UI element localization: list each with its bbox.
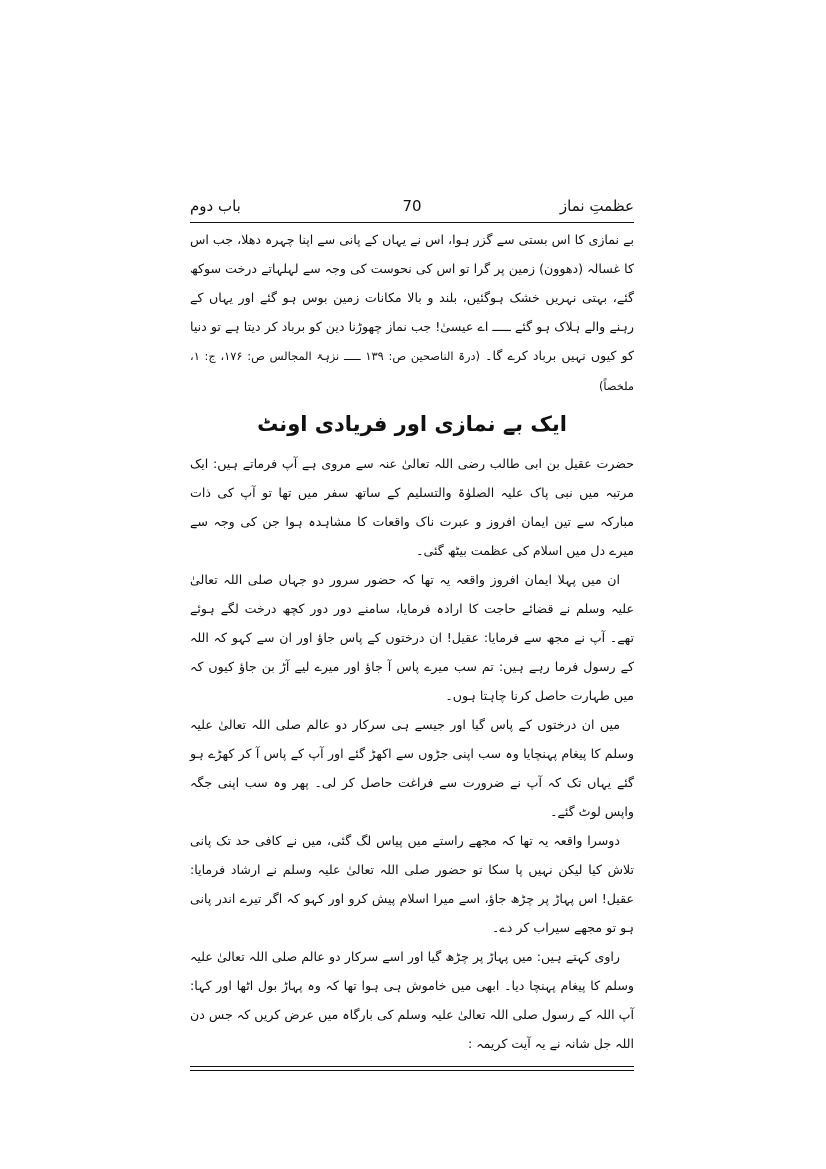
page-body <box>190 225 634 1058</box>
running-header <box>190 196 634 220</box>
intro-paragraph <box>190 225 634 401</box>
paragraph: راوی کہتے ہیں: میں پہاڑ پر چڑھ گیا اور اسے سرکار دو عالم صلی اللہ تعالیٰ علیہ وسلم کا پیغام پہنچا دیا۔ ابھی میں خاموش ہی ہوا تھا کہ وہ پہاڑ بول اٹھا اور کہا: آپ اللہ کے رسول صلی اللہ تعالیٰ علیہ وسلم کی بارگاہ میں عرض کریں کہ جس دن اللہ جل شانہ نے یہ آیت کریمہ : <box>190 949 634 1051</box>
intro-text: بے نمازی کا اس بستی سے گزر ہوا، اس نے یہاں کے پانی سے اپنا چہرہ دھلا، جب اس کا غسالہ (دھوون) زمین پر گرا تو اس کی نحوست کی وجہ سے لہلہاتے درخت سوکھ گئے، بہتی نہریں خشک ہوگئیں، بلند و بالا مکانات زمین بوس ہو گئے اور یہاں کے رہنے والے ہلاک ہو گئے ـــــ اے عیسیٰ! جب نماز چھوڑنا دین کو برباد کر دیتا ہے تو دنیا کو کیوں نہیں برباد کرے گا۔ <box>190 232 635 363</box>
paragraph: ان میں پہلا ایمان افروز واقعہ یہ تھا کہ حضور سرور دو جہاں صلی اللہ تعالیٰ علیہ وسلم نے قضائے حاجت کا ارادہ فرمایا، سامنے دور دور کچھ درخت لگے ہوئے تھے۔ آپ نے مجھ سے فرمایا: عقیل! ان درختوں کے پاس جاؤ اور ان سے کہو کہ اللہ کے رسول فرما رہے ہیں: تم سب میرے پاس آ جاؤ اور میرے لیے آڑ بن جاؤ کیوں کہ میں طہارت حاصل کرنا چاہتا ہوں۔ <box>190 572 634 703</box>
section-heading: ایک بے نمازی اور فریادی اونٹ <box>257 412 567 436</box>
paragraph: دوسرا واقعہ یہ تھا کہ مجھے راستے میں پیاس لگ گئی، میں نے کافی حد تک پانی تلاش کیا لیکن نہیں پا سکا تو حضور صلی اللہ تعالیٰ علیہ وسلم نے ارشاد فرمایا: عقیل! اس پہاڑ پر چڑھ جاؤ، اسے میرا اسلام پیش کرو اور کہو کہ اگر تیرے اندر پانی ہو تو مجھے سیراب کر دے۔ <box>190 833 634 935</box>
paragraph: حضرت عقیل بن ابی طالب رضی اللہ تعالیٰ عنہ سے مروی ہے آپ فرماتے ہیں: ایک مرتبہ میں نبی پاک علیہ الصلوٰۃ والتسلیم کے ساتھ سفر میں تھا تو آپ کی ذات مبارکہ سے تین ایمان افروز و عبرت ناک واقعات کا مشاہدہ ہوا جن کی وجہ سے میرے دل میں اسلام کی عظمت بیٹھ گئی۔ <box>190 456 634 558</box>
book-title: عظمتِ نماز <box>559 197 634 215</box>
chapter-label: باب دوم <box>190 197 241 215</box>
book-page <box>190 196 634 1071</box>
page-number: 70 <box>402 197 422 215</box>
footer-double-rule <box>190 1066 634 1071</box>
intro-reference: (درۃ الناصحین ص: ۱۳۹ ـــــ نزہۃ المجالس ص: ۱۷۶، ج: ۱، ملخصاً) <box>190 349 634 393</box>
paragraph: میں ان درختوں کے پاس گیا اور جیسے ہی سرکار دو عالم صلی اللہ تعالیٰ علیہ وسلم کا پیغام پہنچایا وہ سب اپنی جڑوں سے اکھڑ گئے اور آپ کے پاس آ کر کھڑے ہو گئے یہاں تک کہ آپ نے ضرورت سے فراغت حاصل کر لی۔ پھر وہ سب اپنی جگہ واپس لوٹ گئے۔ <box>190 717 634 819</box>
header-rule <box>190 222 634 223</box>
